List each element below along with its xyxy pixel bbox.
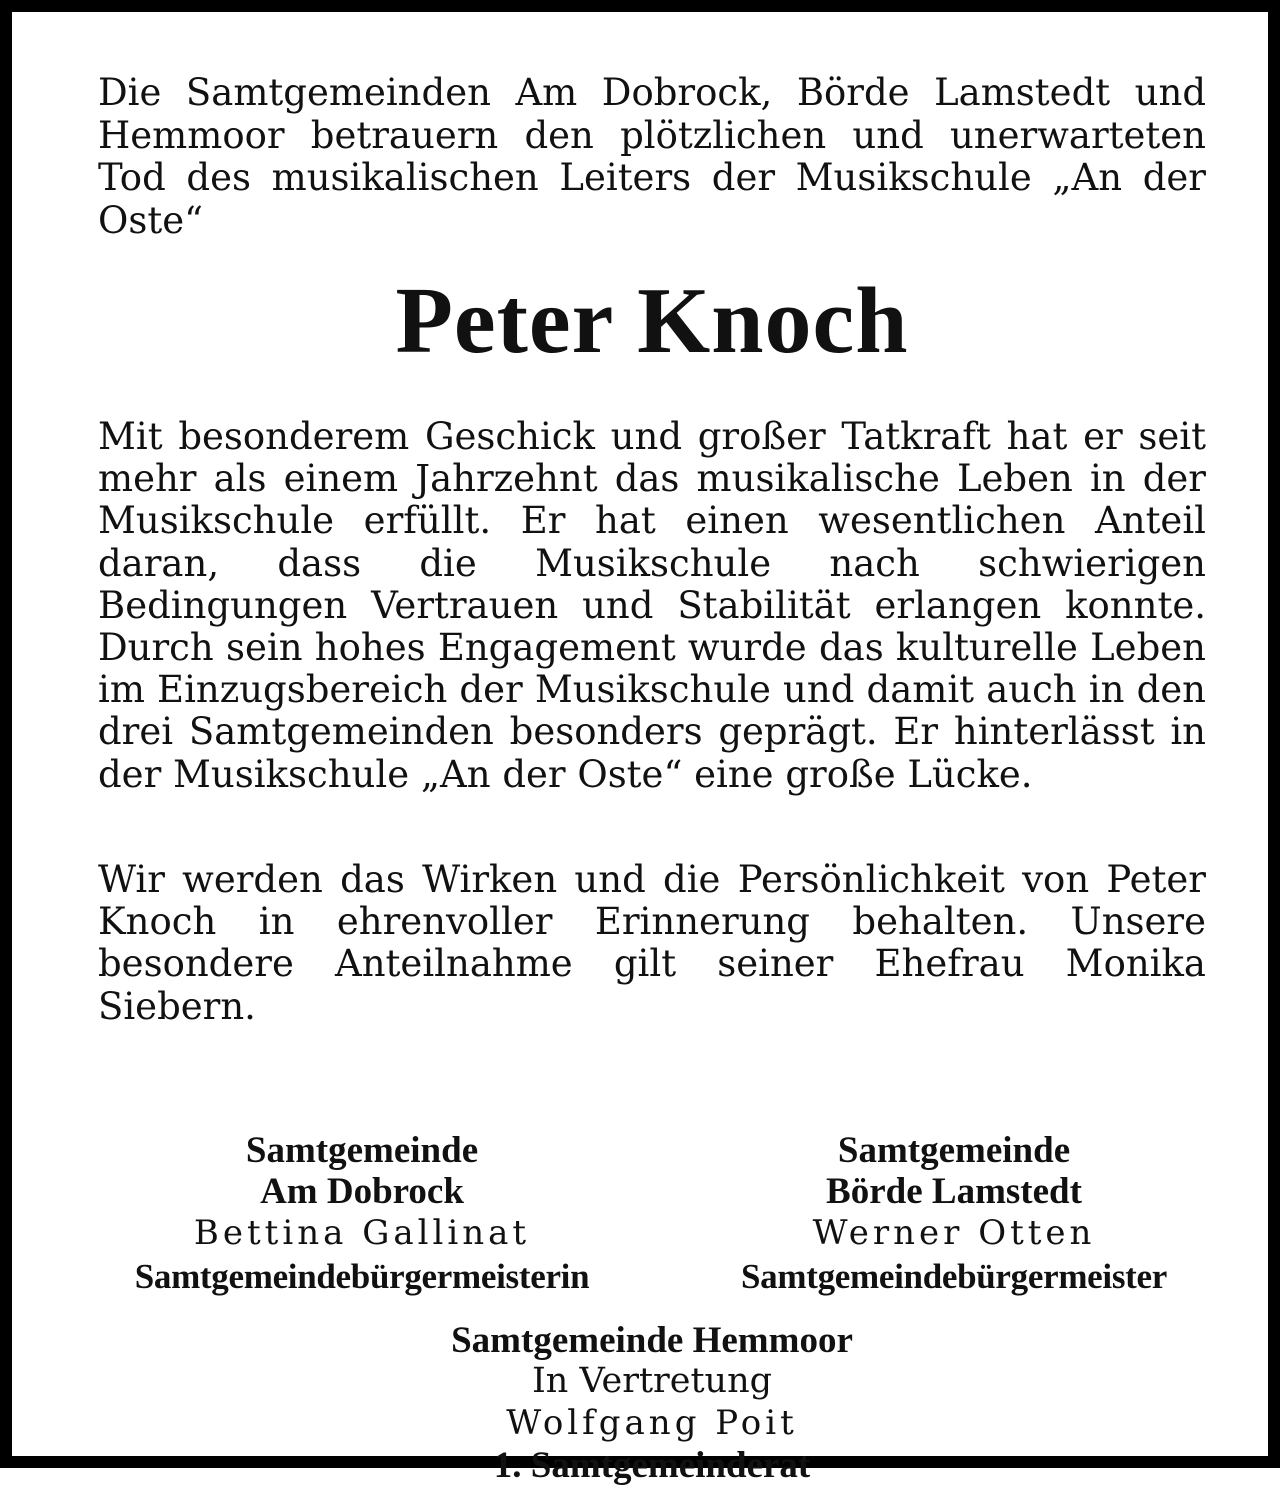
signature-org-line1: Samtgemeinde bbox=[837, 1130, 1071, 1171]
signatory-title: Samtgemeindebürgermeisterin bbox=[134, 1257, 590, 1296]
signatory-name: Bettina Gallinat bbox=[193, 1213, 531, 1253]
deceased-name: Peter Knoch bbox=[395, 269, 909, 373]
signature-hemmoor bbox=[98, 1320, 1206, 1486]
signature-org-line2: Börde Lamstedt bbox=[826, 1171, 1082, 1212]
notice-content bbox=[98, 71, 1206, 1486]
tribute-paragraph-2: Wir werden das Wirken und die Persönlichkeit von Peter Knoch in ehrenvoller Erinnerung behalten. Unsere besondere Anteilnahme gilt seiner Ehefrau Monika Siebern. bbox=[98, 858, 1206, 1028]
intro-text: Die Samtgemeinden Am Dobrock, Börde Lamstedt und Hemmoor betrauern den plötzlichen und unerwarteten Tod des musikalischen Leiters der Musikschule „An der Oste“ bbox=[98, 71, 1206, 242]
signatory-name: Werner Otten bbox=[812, 1213, 1096, 1253]
signature-representation-note: In Vertretung bbox=[531, 1361, 773, 1401]
tribute-paragraph-1: Mit besonderem Geschick und großer Tatkraft hat er seit mehr als einem Jahrzehnt das musikalische Leben in der Musikschule erfüllt. Er hat einen wesentlichen Anteil daran, dass die Musikschule nach schwierigen Bedingungen Vertrauen und Stabilität erlangen konnte. Durch sein hohes Engagement wurde das kulturelle Leben im Einzugsbereich der Musikschule und damit auch in den drei Samtgemeinden besonders geprägt. Er hinterlässt in der Musikschule „An der Oste“ eine große Lücke. bbox=[98, 415, 1206, 796]
signatory-name: Wolfgang Poit bbox=[506, 1403, 798, 1443]
signature-org-line1: Samtgemeinde bbox=[245, 1130, 479, 1171]
signature-block bbox=[98, 1130, 1206, 1486]
signature-org-line1: Samtgemeinde Hemmoor bbox=[451, 1320, 853, 1361]
signatory-title: Samtgemeindebürgermeister bbox=[741, 1257, 1167, 1296]
signatory-title: 1. Samtgemeinderat bbox=[493, 1445, 811, 1486]
signature-boerde-lamstedt bbox=[674, 1130, 1234, 1298]
signature-org-line2: Am Dobrock bbox=[260, 1171, 464, 1212]
signature-am-dobrock bbox=[82, 1130, 642, 1298]
